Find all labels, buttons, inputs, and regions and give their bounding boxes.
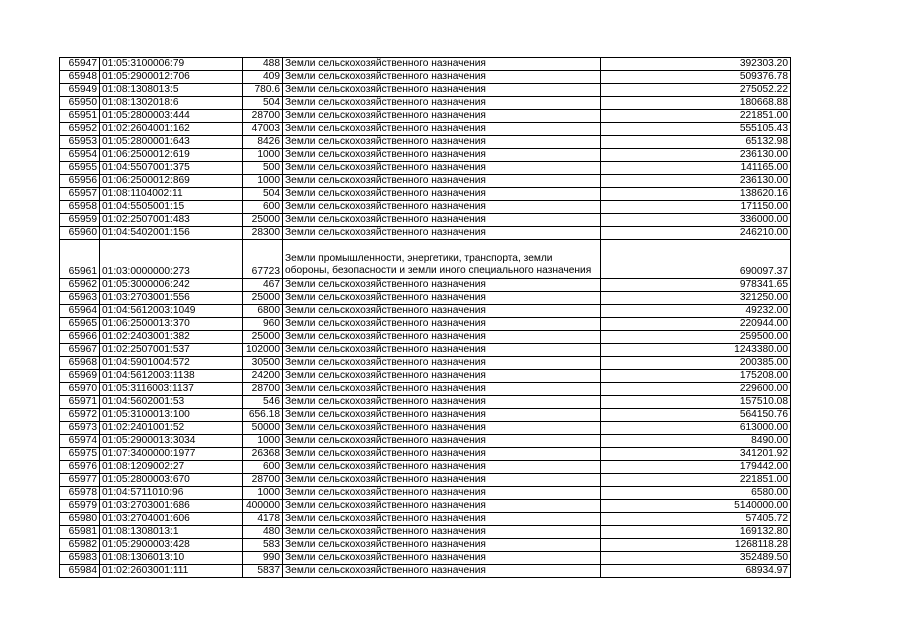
row-number-cell: 65982 xyxy=(60,539,100,552)
area-cell: 780.6 xyxy=(243,84,283,97)
row-number-cell: 65952 xyxy=(60,123,100,136)
table-row xyxy=(60,461,791,474)
land-category-cell: Земли сельскохозяйственного назначения xyxy=(283,71,601,84)
cadastral-number-cell: 01:03:2703001:556 xyxy=(100,292,243,305)
area-cell: 400000 xyxy=(243,500,283,513)
row-number-cell: 65967 xyxy=(60,344,100,357)
land-category-cell: Земли сельскохозяйственного назначения xyxy=(283,331,601,344)
area-cell: 546 xyxy=(243,396,283,409)
cadastral-value-cell: 341201.92 xyxy=(601,448,791,461)
cadastral-number-cell: 01:05:2800001:643 xyxy=(100,136,243,149)
cadastral-value-cell: 275052.22 xyxy=(601,84,791,97)
land-category-cell: Земли сельскохозяйственного назначения xyxy=(283,461,601,474)
cadastral-value-cell: 157510.08 xyxy=(601,396,791,409)
cadastral-number-cell: 01:08:1104002:11 xyxy=(100,188,243,201)
land-category-cell: Земли сельскохозяйственного назначения xyxy=(283,227,601,240)
land-category-cell: Земли сельскохозяйственного назначения xyxy=(283,279,601,292)
area-cell: 4178 xyxy=(243,513,283,526)
cadastral-number-cell: 01:03:0000000:273 xyxy=(100,240,243,279)
land-category-cell: Земли сельскохозяйственного назначения xyxy=(283,292,601,305)
table-row xyxy=(60,162,791,175)
area-cell: 1000 xyxy=(243,175,283,188)
cadastral-value-cell: 200385.00 xyxy=(601,357,791,370)
area-cell: 28700 xyxy=(243,110,283,123)
table-row xyxy=(60,123,791,136)
cadastral-value-cell: 392303.20 xyxy=(601,58,791,71)
cadastral-value-cell: 1268118.28 xyxy=(601,539,791,552)
cadastral-number-cell: 01:06:2500012:619 xyxy=(100,149,243,162)
cadastral-value-cell: 352489.50 xyxy=(601,552,791,565)
cadastral-number-cell: 01:04:5901004:572 xyxy=(100,357,243,370)
cadastral-number-cell: 01:05:3000006:242 xyxy=(100,279,243,292)
row-number-cell: 65957 xyxy=(60,188,100,201)
land-category-cell: Земли сельскохозяйственного назначения xyxy=(283,214,601,227)
cadastral-value-cell: 336000.00 xyxy=(601,214,791,227)
row-number-cell: 65972 xyxy=(60,409,100,422)
table-row xyxy=(60,370,791,383)
cadastral-value-cell: 555105.43 xyxy=(601,123,791,136)
land-category-cell: Земли сельскохозяйственного назначения xyxy=(283,84,601,97)
land-category-cell: Земли сельскохозяйственного назначения xyxy=(283,500,601,513)
land-category-cell: Земли сельскохозяйственного назначения xyxy=(283,357,601,370)
cadastral-value-cell: 220944.00 xyxy=(601,318,791,331)
table-row xyxy=(60,500,791,513)
table-row xyxy=(60,279,791,292)
row-number-cell: 65971 xyxy=(60,396,100,409)
cadastral-number-cell: 01:04:5505001:15 xyxy=(100,201,243,214)
table-row xyxy=(60,552,791,565)
cadastral-number-cell: 01:02:2603001:111 xyxy=(100,565,243,578)
cadastral-number-cell: 01:05:2900012:706 xyxy=(100,71,243,84)
area-cell: 25000 xyxy=(243,214,283,227)
land-category-cell: Земли сельскохозяйственного назначения xyxy=(283,422,601,435)
land-category-cell: Земли сельскохозяйственного назначения xyxy=(283,149,601,162)
land-category-cell: Земли сельскохозяйственного назначения xyxy=(283,565,601,578)
cadastral-number-cell: 01:04:5602001:53 xyxy=(100,396,243,409)
cadastral-value-cell: 141165.00 xyxy=(601,162,791,175)
cadastral-value-cell: 169132.80 xyxy=(601,526,791,539)
row-number-cell: 65953 xyxy=(60,136,100,149)
table-row xyxy=(60,240,791,279)
area-cell: 102000 xyxy=(243,344,283,357)
land-category-cell: Земли сельскохозяйственного назначения xyxy=(283,123,601,136)
row-number-cell: 65951 xyxy=(60,110,100,123)
row-number-cell: 65977 xyxy=(60,474,100,487)
row-number-cell: 65981 xyxy=(60,526,100,539)
cadastral-value-cell: 236130.00 xyxy=(601,149,791,162)
row-number-cell: 65947 xyxy=(60,58,100,71)
row-number-cell: 65976 xyxy=(60,461,100,474)
cadastral-number-cell: 01:08:1308013:5 xyxy=(100,84,243,97)
area-cell: 5837 xyxy=(243,565,283,578)
cadastral-value-cell: 138620.16 xyxy=(601,188,791,201)
table-row xyxy=(60,84,791,97)
cadastral-value-cell: 1243380.00 xyxy=(601,344,791,357)
table-row xyxy=(60,318,791,331)
table-row xyxy=(60,383,791,396)
area-cell: 583 xyxy=(243,539,283,552)
land-category-cell: Земли сельскохозяйственного назначения xyxy=(283,318,601,331)
cadastral-value-cell: 8490.00 xyxy=(601,435,791,448)
cadastral-value-cell: 65132.98 xyxy=(601,136,791,149)
table-row xyxy=(60,331,791,344)
cadastral-number-cell: 01:04:5612003:1049 xyxy=(100,305,243,318)
row-number-cell: 65950 xyxy=(60,97,100,110)
land-category-cell: Земли промышленности, энергетики, транспорта, земли обороны, безопасности и земли иного специального назначения xyxy=(283,240,601,279)
table-row xyxy=(60,357,791,370)
cadastral-number-cell: 01:05:3100013:100 xyxy=(100,409,243,422)
land-category-cell: Земли сельскохозяйственного назначения xyxy=(283,435,601,448)
land-category-cell: Земли сельскохозяйственного назначения xyxy=(283,370,601,383)
land-category-cell: Земли сельскохозяйственного назначения xyxy=(283,513,601,526)
land-category-cell: Земли сельскохозяйственного назначения xyxy=(283,409,601,422)
area-cell: 1000 xyxy=(243,487,283,500)
area-cell: 1000 xyxy=(243,435,283,448)
cadastral-value-cell: 68934.97 xyxy=(601,565,791,578)
cadastral-value-cell: 171150.00 xyxy=(601,201,791,214)
table-row xyxy=(60,149,791,162)
table-row xyxy=(60,58,791,71)
cadastral-number-cell: 01:08:1302018:6 xyxy=(100,97,243,110)
table-row xyxy=(60,71,791,84)
table-row xyxy=(60,448,791,461)
row-number-cell: 65980 xyxy=(60,513,100,526)
area-cell: 600 xyxy=(243,461,283,474)
cadastral-value-cell: 221851.00 xyxy=(601,110,791,123)
cadastral-value-cell: 978341.65 xyxy=(601,279,791,292)
table-row xyxy=(60,110,791,123)
table-row xyxy=(60,526,791,539)
table-row xyxy=(60,422,791,435)
table-row xyxy=(60,214,791,227)
area-cell: 488 xyxy=(243,58,283,71)
land-category-cell: Земли сельскохозяйственного назначения xyxy=(283,539,601,552)
land-category-cell: Земли сельскохозяйственного назначения xyxy=(283,344,601,357)
land-category-cell: Земли сельскохозяйственного назначения xyxy=(283,201,601,214)
land-category-cell: Земли сельскохозяйственного назначения xyxy=(283,175,601,188)
area-cell: 960 xyxy=(243,318,283,331)
row-number-cell: 65970 xyxy=(60,383,100,396)
table-row xyxy=(60,344,791,357)
area-cell: 25000 xyxy=(243,331,283,344)
cadastral-value-cell: 246210.00 xyxy=(601,227,791,240)
cadastral-number-cell: 01:05:2800003:670 xyxy=(100,474,243,487)
area-cell: 480 xyxy=(243,526,283,539)
table-row xyxy=(60,292,791,305)
row-number-cell: 65975 xyxy=(60,448,100,461)
cadastral-number-cell: 01:05:3100006:79 xyxy=(100,58,243,71)
area-cell: 504 xyxy=(243,188,283,201)
row-number-cell: 65966 xyxy=(60,331,100,344)
area-cell: 50000 xyxy=(243,422,283,435)
table-row xyxy=(60,513,791,526)
area-cell: 28700 xyxy=(243,383,283,396)
row-number-cell: 65979 xyxy=(60,500,100,513)
cadastral-value-cell: 259500.00 xyxy=(601,331,791,344)
area-cell: 600 xyxy=(243,201,283,214)
cadastral-value-cell: 5140000.00 xyxy=(601,500,791,513)
cadastral-value-cell: 321250.00 xyxy=(601,292,791,305)
area-cell: 467 xyxy=(243,279,283,292)
area-cell: 656.18 xyxy=(243,409,283,422)
table-body xyxy=(60,58,791,578)
cadastral-number-cell: 01:05:2900003:428 xyxy=(100,539,243,552)
area-cell: 28700 xyxy=(243,474,283,487)
land-category-cell: Земли сельскохозяйственного назначения xyxy=(283,552,601,565)
area-cell: 28300 xyxy=(243,227,283,240)
cadastral-value-cell: 175208.00 xyxy=(601,370,791,383)
table-row xyxy=(60,305,791,318)
table-row xyxy=(60,565,791,578)
row-number-cell: 65978 xyxy=(60,487,100,500)
cadastral-number-cell: 01:02:2507001:483 xyxy=(100,214,243,227)
cadastral-number-cell: 01:02:2604001:162 xyxy=(100,123,243,136)
row-number-cell: 65949 xyxy=(60,84,100,97)
land-category-cell: Земли сельскохозяйственного назначения xyxy=(283,305,601,318)
row-number-cell: 65958 xyxy=(60,201,100,214)
row-number-cell: 65961 xyxy=(60,240,100,279)
cadastral-value-cell: 49232.00 xyxy=(601,305,791,318)
row-number-cell: 65959 xyxy=(60,214,100,227)
table-row xyxy=(60,201,791,214)
table-row xyxy=(60,188,791,201)
table-row xyxy=(60,136,791,149)
area-cell: 8426 xyxy=(243,136,283,149)
cadastral-number-cell: 01:05:3116003:1137 xyxy=(100,383,243,396)
cadastral-number-cell: 01:02:2401001:52 xyxy=(100,422,243,435)
cadastral-value-cell: 509376.78 xyxy=(601,71,791,84)
row-number-cell: 65954 xyxy=(60,149,100,162)
cadastral-value-cell: 613000.00 xyxy=(601,422,791,435)
row-number-cell: 65968 xyxy=(60,357,100,370)
cadastral-number-cell: 01:04:5711010:96 xyxy=(100,487,243,500)
cadastral-number-cell: 01:03:2703001:686 xyxy=(100,500,243,513)
cadastral-value-cell: 564150.76 xyxy=(601,409,791,422)
land-category-cell: Земли сельскохозяйственного назначения xyxy=(283,448,601,461)
cadastral-number-cell: 01:04:5507001:375 xyxy=(100,162,243,175)
row-number-cell: 65962 xyxy=(60,279,100,292)
row-number-cell: 65969 xyxy=(60,370,100,383)
table-row xyxy=(60,487,791,500)
land-parcel-table xyxy=(59,57,791,578)
table-row xyxy=(60,474,791,487)
land-category-cell: Земли сельскохозяйственного назначения xyxy=(283,58,601,71)
cadastral-value-cell: 229600.00 xyxy=(601,383,791,396)
row-number-cell: 65963 xyxy=(60,292,100,305)
row-number-cell: 65983 xyxy=(60,552,100,565)
cadastral-number-cell: 01:06:2500013:370 xyxy=(100,318,243,331)
table-row xyxy=(60,539,791,552)
cadastral-number-cell: 01:04:5402001:156 xyxy=(100,227,243,240)
area-cell: 409 xyxy=(243,71,283,84)
table-row xyxy=(60,97,791,110)
land-category-cell: Земли сельскохозяйственного назначения xyxy=(283,188,601,201)
cadastral-number-cell: 01:08:1308013:1 xyxy=(100,526,243,539)
cadastral-value-cell: 6580.00 xyxy=(601,487,791,500)
cadastral-value-cell: 221851.00 xyxy=(601,474,791,487)
area-cell: 26368 xyxy=(243,448,283,461)
cadastral-value-cell: 57405.72 xyxy=(601,513,791,526)
area-cell: 6800 xyxy=(243,305,283,318)
area-cell: 500 xyxy=(243,162,283,175)
cadastral-number-cell: 01:07:3400000:1977 xyxy=(100,448,243,461)
land-category-cell: Земли сельскохозяйственного назначения xyxy=(283,526,601,539)
land-category-cell: Земли сельскохозяйственного назначения xyxy=(283,97,601,110)
cadastral-number-cell: 01:02:2507001:537 xyxy=(100,344,243,357)
table-row xyxy=(60,409,791,422)
area-cell: 47003 xyxy=(243,123,283,136)
row-number-cell: 65960 xyxy=(60,227,100,240)
row-number-cell: 65984 xyxy=(60,565,100,578)
area-cell: 67723 xyxy=(243,240,283,279)
land-category-cell: Земли сельскохозяйственного назначения xyxy=(283,162,601,175)
land-category-cell: Земли сельскохозяйственного назначения xyxy=(283,396,601,409)
row-number-cell: 65974 xyxy=(60,435,100,448)
area-cell: 990 xyxy=(243,552,283,565)
row-number-cell: 65956 xyxy=(60,175,100,188)
area-cell: 30500 xyxy=(243,357,283,370)
area-cell: 1000 xyxy=(243,149,283,162)
table-row xyxy=(60,396,791,409)
row-number-cell: 65948 xyxy=(60,71,100,84)
land-category-cell: Земли сельскохозяйственного назначения xyxy=(283,474,601,487)
cadastral-number-cell: 01:08:1306013:10 xyxy=(100,552,243,565)
table-row xyxy=(60,435,791,448)
table-row xyxy=(60,175,791,188)
row-number-cell: 65965 xyxy=(60,318,100,331)
row-number-cell: 65955 xyxy=(60,162,100,175)
cadastral-number-cell: 01:08:1209002:27 xyxy=(100,461,243,474)
cadastral-number-cell: 01:03:2704001:606 xyxy=(100,513,243,526)
table-row xyxy=(60,227,791,240)
land-category-cell: Земли сельскохозяйственного назначения xyxy=(283,487,601,500)
area-cell: 504 xyxy=(243,97,283,110)
land-category-cell: Земли сельскохозяйственного назначения xyxy=(283,136,601,149)
cadastral-value-cell: 179442.00 xyxy=(601,461,791,474)
cadastral-number-cell: 01:05:2800003:444 xyxy=(100,110,243,123)
row-number-cell: 65964 xyxy=(60,305,100,318)
area-cell: 25000 xyxy=(243,292,283,305)
cadastral-number-cell: 01:02:2403001:382 xyxy=(100,331,243,344)
cadastral-value-cell: 690097.37 xyxy=(601,240,791,279)
area-cell: 24200 xyxy=(243,370,283,383)
land-category-cell: Земли сельскохозяйственного назначения xyxy=(283,110,601,123)
cadastral-number-cell: 01:06:2500012:869 xyxy=(100,175,243,188)
row-number-cell: 65973 xyxy=(60,422,100,435)
cadastral-value-cell: 236130.00 xyxy=(601,175,791,188)
cadastral-value-cell: 180668.88 xyxy=(601,97,791,110)
land-category-cell: Земли сельскохозяйственного назначения xyxy=(283,383,601,396)
cadastral-number-cell: 01:04:5612003:1138 xyxy=(100,370,243,383)
cadastral-number-cell: 01:05:2900013:3034 xyxy=(100,435,243,448)
